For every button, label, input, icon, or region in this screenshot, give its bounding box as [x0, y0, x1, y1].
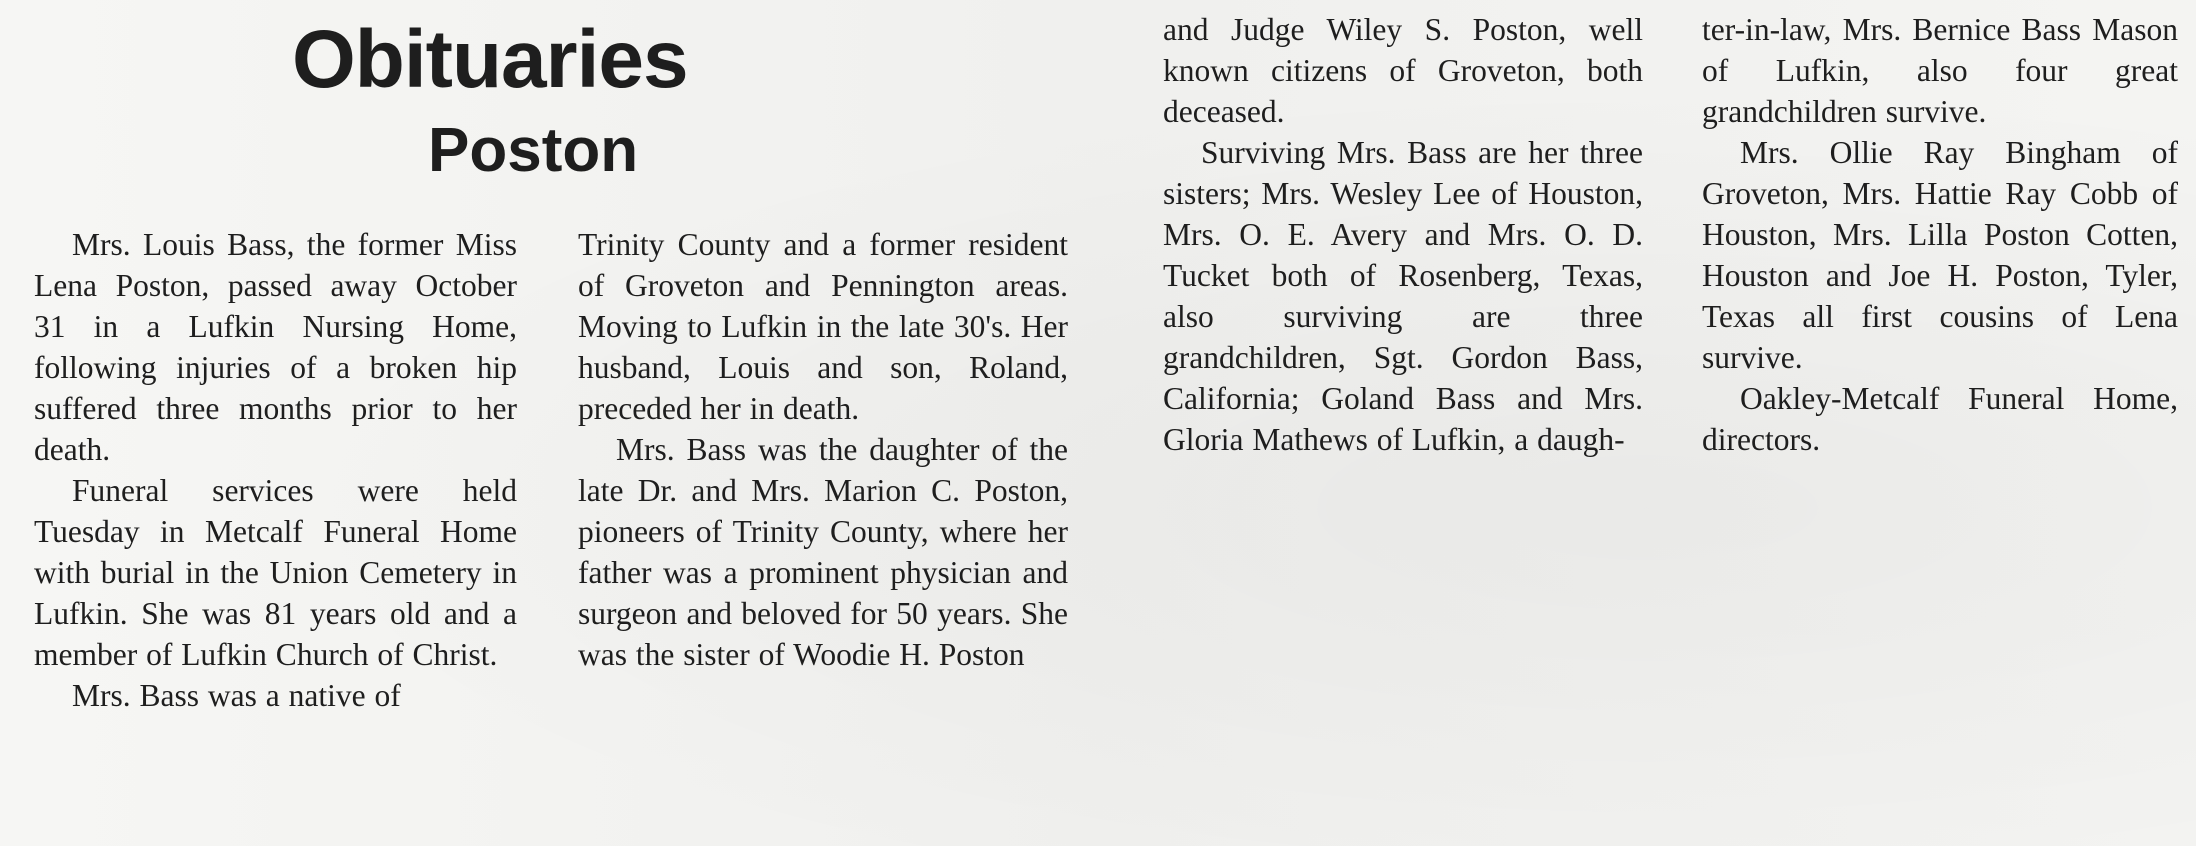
paragraph: Mrs. Louis Bass, the former Miss Lena Poston, passed away October 31 in a Lufkin Nursing Home, following injuries of a broken hip suffered three months prior to her death.	[34, 227, 517, 467]
text-column-4	[1702, 9, 2178, 460]
paragraph: Mrs. Bass was a native of	[72, 678, 401, 713]
text-column-2	[578, 224, 1068, 675]
paragraph: Mrs. Bass was the daughter of the late Dr. and Mrs. Marion C. Poston, pioneers of Trinity County, where her father was a prominent physician and surgeon and beloved for 50 years. She was the sister of Woodie H. Poston	[578, 432, 1068, 672]
section-title: Obituaries	[292, 14, 688, 105]
paragraph: Funeral services were held Tuesday in Metcalf Funeral Home with burial in the Union Cemetery in Lufkin. She was 81 years old and a member of Lufkin Church of Christ.	[34, 473, 517, 672]
paragraph: and Judge Wiley S. Poston, well known citizens of Groveton, both deceased.	[1163, 12, 1643, 129]
text-column-1	[34, 224, 517, 716]
paragraph: Surviving Mrs. Bass are her three sisters; Mrs. Wesley Lee of Houston, Mrs. O. E. Avery and Mrs. O. D. Tucket both of Rosenberg, Texas, also surviving are three grandchildren, Sgt. Gordon Bass, California; Goland Bass and Mrs. Gloria Mathews of Lufkin, a daugh-	[1163, 135, 1643, 457]
paragraph: Trinity County and a former resident of Groveton and Pennington areas. Moving to Lufkin in the late 30's. Her husband, Louis and son, Roland, preceded her in death.	[578, 227, 1068, 426]
paragraph: ter-in-law, Mrs. Bernice Bass Mason of Lufkin, also four great grandchildren survive.	[1702, 12, 2178, 129]
paragraph: Mrs. Ollie Ray Bingham of Groveton, Mrs. Hattie Ray Cobb of Houston, Mrs. Lilla Poston Cotten, Houston and Joe H. Poston, Tyler, Texas all first cousins of Lena survive.	[1702, 135, 2178, 375]
obituary-name-heading: Poston	[428, 116, 639, 185]
text-column-3	[1163, 9, 1643, 460]
paragraph: Oakley-Metcalf Funeral Home, directors.	[1702, 381, 2178, 457]
